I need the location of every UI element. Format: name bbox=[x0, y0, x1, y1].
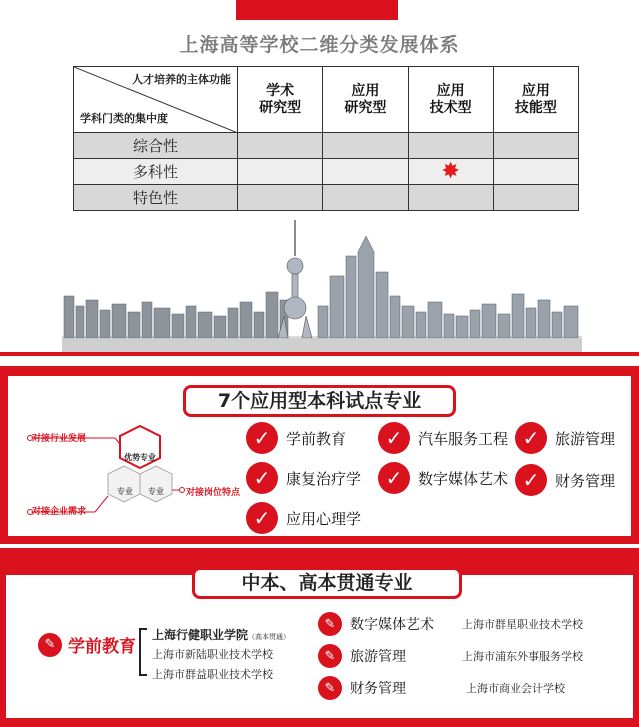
label-position: 对接岗位特点 bbox=[186, 488, 241, 498]
hex-left-label: 专业 bbox=[117, 487, 133, 496]
hex-right-label: 专业 bbox=[148, 487, 164, 496]
list-item: ✓ 康复治疗学 bbox=[246, 462, 361, 494]
graduation-icon: ✎ bbox=[318, 644, 342, 668]
table-cell bbox=[238, 159, 323, 185]
column-header-applied-research: 应用 研究型 bbox=[323, 67, 408, 133]
graduation-icon: ✎ bbox=[318, 612, 342, 636]
graduation-icon: ✎ bbox=[318, 676, 342, 700]
list-item: ✎ 旅游管理 上海市浦东外事服务学校 bbox=[318, 644, 583, 668]
check-icon: ✓ bbox=[515, 464, 547, 496]
divider-red-line bbox=[0, 352, 639, 356]
document-title: 上海高等学校二维分类发展体系 bbox=[179, 34, 460, 56]
red-star-icon: ✸ bbox=[441, 158, 460, 184]
main-major-label: 学前教育 bbox=[68, 637, 136, 657]
diag-top-label: 人才培养的主体功能 bbox=[132, 73, 231, 86]
list-item: ✓ 学前教育 bbox=[246, 422, 346, 454]
graduation-icon: ✎ bbox=[38, 633, 62, 657]
list-item: ✓ 数字媒体艺术 bbox=[378, 462, 508, 494]
classification-matrix bbox=[73, 66, 579, 211]
list-item: ✓ 应用心理学 bbox=[246, 502, 361, 534]
school-item: 上海市新陆职业技术学校 bbox=[152, 648, 273, 661]
check-icon: ✓ bbox=[378, 462, 410, 494]
table-cell bbox=[323, 133, 408, 159]
list-item: ✓ 财务管理 bbox=[515, 464, 615, 496]
check-icon: ✓ bbox=[246, 422, 278, 454]
list-item: ✓ 汽车服务工程 bbox=[378, 422, 508, 454]
section1-title: 7个应用型本科试点专业 bbox=[183, 385, 456, 417]
column-header-academic: 学术 研究型 bbox=[238, 67, 323, 133]
label-enterprise: 对接企业需求 bbox=[32, 507, 87, 517]
row-header-specialty: 特色性 bbox=[74, 185, 238, 211]
table-cell bbox=[408, 133, 493, 159]
check-icon: ✓ bbox=[378, 422, 410, 454]
table-cell bbox=[238, 133, 323, 159]
list-item: ✓ 旅游管理 bbox=[515, 422, 615, 454]
label-industry: 对接行业发展 bbox=[32, 434, 87, 444]
table-cell bbox=[493, 159, 578, 185]
school-item: 上海行健职业学院（高本贯通） bbox=[152, 628, 291, 642]
table-cell bbox=[408, 185, 493, 211]
list-item: ✎ 财务管理 上海市商业会计学校 bbox=[318, 676, 565, 700]
shanghai-skyline-image bbox=[62, 216, 582, 356]
check-icon: ✓ bbox=[515, 422, 547, 454]
main-major bbox=[38, 632, 136, 657]
diag-bottom-label: 学科门类的集中度 bbox=[80, 112, 168, 125]
table-cell bbox=[493, 133, 578, 159]
column-header-applied-skill: 应用 技能型 bbox=[493, 67, 578, 133]
school-item: 上海市群益职业技术学校 bbox=[152, 668, 273, 681]
column-header-applied-tech: 应用 技术型 bbox=[408, 67, 493, 133]
table-cell bbox=[493, 185, 578, 211]
check-icon: ✓ bbox=[246, 502, 278, 534]
row-header-multidisciplinary: 多科性 bbox=[74, 159, 238, 185]
table-row bbox=[74, 133, 579, 159]
diagonal-header-cell bbox=[74, 67, 238, 133]
table-cell-marked bbox=[408, 159, 493, 185]
table-row bbox=[74, 185, 579, 211]
hex-center-label: 优势专业 bbox=[124, 453, 156, 462]
bracket-line bbox=[139, 628, 147, 676]
row-header-comprehensive: 综合性 bbox=[74, 133, 238, 159]
table-cell bbox=[238, 185, 323, 211]
table-cell bbox=[323, 159, 408, 185]
table-cell bbox=[323, 185, 408, 211]
top-accent-bar bbox=[236, 0, 398, 20]
check-icon: ✓ bbox=[246, 462, 278, 494]
list-item: ✎ 数字媒体艺术 上海市群星职业技术学校 bbox=[318, 612, 583, 636]
table-row bbox=[74, 159, 579, 185]
section2-title: 中本、高本贯通专业 bbox=[192, 567, 462, 599]
